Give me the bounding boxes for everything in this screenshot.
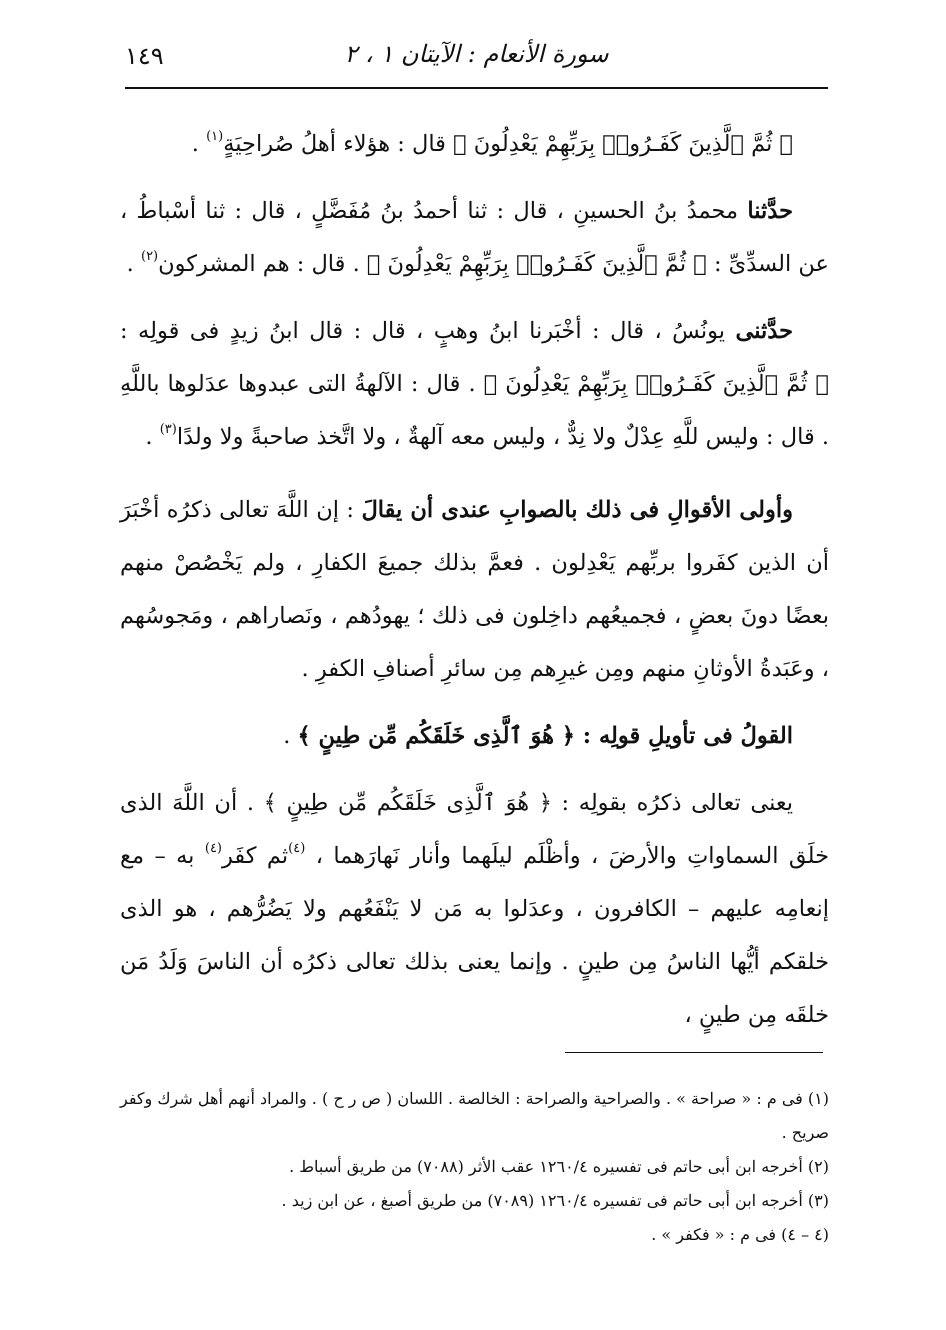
paragraph-text: يعنى تعالى ذكرُه بقولِه :: [551, 790, 794, 816]
paragraph-1: [120, 118, 829, 171]
paragraph-text: . قال : هم المشركون: [158, 251, 367, 277]
footnote-marker: (٢): [140, 248, 159, 264]
paragraph-text: به – مع إنعامِه عليهم – الكافرون ، وعدَلوا به مَن لا يَنْفَعُهم ولا يَضُرُّهم ، هو الذى خلقكم أيُّها الناسُ مِن طينٍ . وإنما يعنى بذلك تعالى ذكرُه أن الناسَ وَلَدُ مَن خلقَه مِن طينٍ ،: [120, 843, 829, 1028]
paragraph-3: [120, 305, 829, 464]
footnote-1: (١) فى م : « صراحة » . والصراحية والصراحة : الخالصة . اللسان ( ص ر ح ) . والمراد أنهم أهل شرك وكفر صريح .: [120, 1089, 829, 1142]
footnote-4: (٤ – ٤) فى م : « فكفر » .: [651, 1225, 829, 1244]
paragraph-6: [120, 777, 829, 1042]
paragraph-text: يونُسُ ، قال : أخْبَرنا ابنُ وهبٍ ، قال : قال ابنُ زيدٍ فى قولِه :: [120, 318, 736, 344]
paragraph-text: قال : هؤلاء أهلُ صُراحِيَةٍ: [223, 131, 454, 157]
footnote-marker: (٤): [204, 840, 222, 856]
paragraph-text: ثم كفَر: [222, 843, 289, 869]
paragraph-end: .: [145, 424, 160, 450]
isnad-lead: حدَّثنى: [735, 318, 793, 344]
section-heading: [120, 710, 829, 763]
header-rule: [125, 87, 828, 89]
running-title: سورة الأنعام : الآيتان ١ ، ٢: [344, 40, 609, 68]
page-header: [125, 34, 828, 86]
quran-quote: ﴿ ثُمَّ ٱلَّذِينَ كَفَـرُوا۟ بِرَبِّهِمْ يَعْدِلُونَ ﴾: [366, 251, 707, 277]
page-body: [120, 118, 829, 1042]
paragraph-2: [120, 185, 829, 291]
quran-quote: ﴿ هُوَ ٱلَّذِى خَلَقَكُم مِّن طِينٍ ﴾: [263, 790, 552, 816]
paragraph-end: .: [191, 131, 207, 157]
footnote-marker: (٤): [288, 840, 306, 856]
paragraph-text: . أن اللَّهَ الذى خلَق السماواتِ والأرضَ ، وأظْلَم ليلَهما وأنار نَهارَهما ،: [120, 790, 830, 869]
paragraph-end: .: [126, 251, 141, 277]
footnotes: [120, 1082, 829, 1252]
footnote-marker: (١): [206, 128, 224, 144]
heading-lead: القولُ فى تأويلِ قولِه :: [574, 723, 793, 749]
paragraph-text: محمدُ بنُ الحسينِ ، قال : ثنا أحمدُ بنُ مُفَضَّلٍ ، قال : ثنا أسْباطُ ، عن السدِّىِّ :: [120, 198, 829, 277]
tarjih-lead: وأولى الأقوالِ فى ذلك بالصوابِ عندى أن يقالَ: [361, 497, 794, 523]
paragraph-end: .: [283, 723, 298, 749]
paragraph-text: : إن اللَّهَ تعالى ذكرُه أخْبَرَ أن الذين كفَروا بربِّهم يَعْدِلون . فعمَّ بذلك جميعَ الكفارِ ، ولم يَخْصُصْ منهم بعضًا دونَ بعضٍ ، فجميعُهم داخِلون فى ذلك ؛ يهودُهم ، ونَصاراهم ، ومَجوسُهم ، وعَبَدةُ الأوثانِ منهم ومِن غيرِهم مِن سائرِ أصنافِ الكفرِ .: [120, 497, 829, 682]
quran-quote: ﴿ هُوَ ٱلَّذِى خَلَقَكُم مِّن طِينٍ ﴾: [297, 723, 575, 749]
footnote-rule: [565, 1052, 823, 1053]
page-number: ١٤٩: [125, 42, 164, 70]
footnote-2: (٢) أخرجه ابن أبى حاتم فى تفسيره ١٢٦٠/٤ عقب الأثر (٧٠٨٨) من طريق أسباط .: [289, 1157, 829, 1176]
isnad-lead: حدَّثنا: [747, 198, 793, 224]
paragraph-4: [120, 484, 829, 696]
quran-quote: ﴿ ثُمَّ ٱلَّذِينَ كَفَـرُوا۟ بِرَبِّهِمْ يَعْدِلُونَ ﴾: [453, 131, 793, 157]
footnote-marker: (٣): [159, 421, 177, 437]
quran-quote: ﴿ ثُمَّ ٱلَّذِينَ كَفَـرُوا۟ بِرَبِّهِمْ يَعْدِلُونَ ﴾: [483, 371, 829, 397]
paragraph-text: . قال : الآلهةُ التى عبدوها عدَلوها باللَّهِ . قال : وليس للَّهِ عِدْلٌ ولا نِدٌّ ، وليس معه آلهةٌ ، ولا اتَّخذ صاحبةً ولا ولدًا: [120, 371, 829, 450]
footnote-3: (٣) أخرجه ابن أبى حاتم فى تفسيره ١٢٦٠/٤ (٧٠٨٩) من طريق أصبغ ، عن ابن زيد .: [281, 1191, 829, 1210]
